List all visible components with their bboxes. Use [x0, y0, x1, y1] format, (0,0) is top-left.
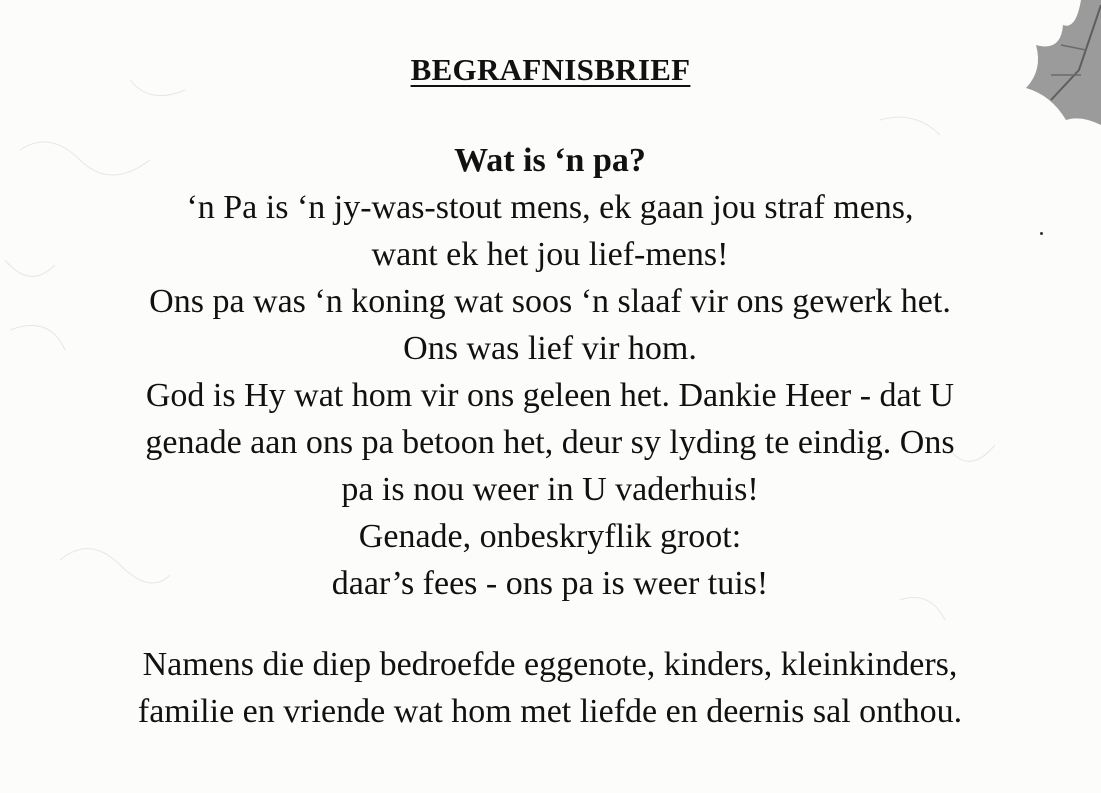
- closing-block: [30, 641, 1070, 735]
- poem-line: daar’s fees - ons pa is weer tuis!: [331, 565, 769, 602]
- poem-line: genade aan ons pa betoon het, deur sy lyding te eindig. Ons: [145, 424, 955, 461]
- poem-line: Ons was lief vir hom.: [403, 330, 697, 367]
- poem-title: Wat is ‘n pa?: [454, 142, 646, 179]
- poem-line: want ek het jou lief-mens!: [371, 236, 729, 273]
- closing-line: Namens die diep bedroefde eggenote, kinders, kleinkinders,: [142, 646, 958, 683]
- poem-line: Ons pa was ‘n koning wat soos ‘n slaaf vir ons gewerk het.: [149, 283, 951, 320]
- poem-line: pa is nou weer in U vaderhuis!: [341, 471, 759, 508]
- poem-block: [40, 137, 1060, 607]
- document-heading: BEGRAFNISBRIEF: [410, 52, 691, 87]
- poem-line: Genade, onbeskryflik groot:: [358, 518, 742, 555]
- poem-line: ‘n Pa is ‘n jy-was-stout mens, ek gaan jou straf mens,: [186, 189, 914, 226]
- poem-line: God is Hy wat hom vir ons geleen het. Dankie Heer - dat U: [145, 377, 955, 414]
- closing-line: familie en vriende wat hom met liefde en deernis sal onthou.: [137, 693, 963, 730]
